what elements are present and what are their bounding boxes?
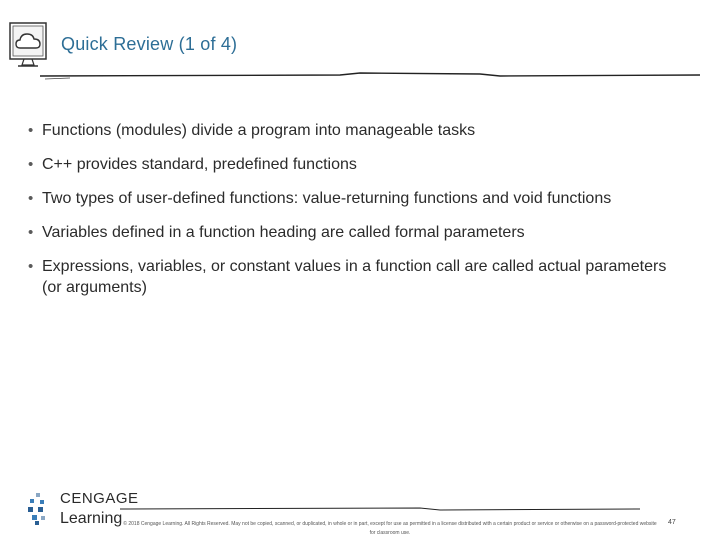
bullet-item [28,256,678,298]
bullet-item [28,222,678,243]
bullet-item [28,154,678,175]
bullet-dot-icon: • [28,258,34,275]
bullet-text: Functions (modules) divide a program into manageable tasks [42,122,476,139]
bullet-text: Expressions, variables, or constant values in a function call are called actual parameters (or arguments) [42,258,667,296]
bullet-dot-icon: • [28,190,34,207]
logo-text-cengage: CENGAGE [60,490,139,507]
bullet-text: C++ provides standard, predefined functions [42,156,357,173]
bullet-item [28,188,678,209]
slide-title: Quick Review (1 of 4) [61,34,238,54]
bullet-dot-icon: • [28,122,34,139]
logo-text-learning: Learning [60,510,123,527]
bullet-text: Variables defined in a function heading are called formal parameters [42,224,525,241]
bullet-item [28,120,678,141]
cengage-logo-icon [26,492,50,526]
bullet-text: Two types of user-defined functions: value-returning functions and void functions [42,190,612,207]
bullet-dot-icon: • [28,156,34,173]
bullet-list [28,120,678,311]
page-number: 47 [668,519,676,526]
footer-divider [120,506,640,512]
title-divider [40,70,700,82]
cloud-computer-icon [8,21,48,71]
copyright-notice: © 2018 Cengage Learning. All Rights Reserved. May not be copied, scanned, or duplicated, in whole or in part, except for use as permitted in a license distributed with a certain product or service or otherwise on a password-protected website for classroom use. [123,521,657,536]
bullet-dot-icon: • [28,224,34,241]
